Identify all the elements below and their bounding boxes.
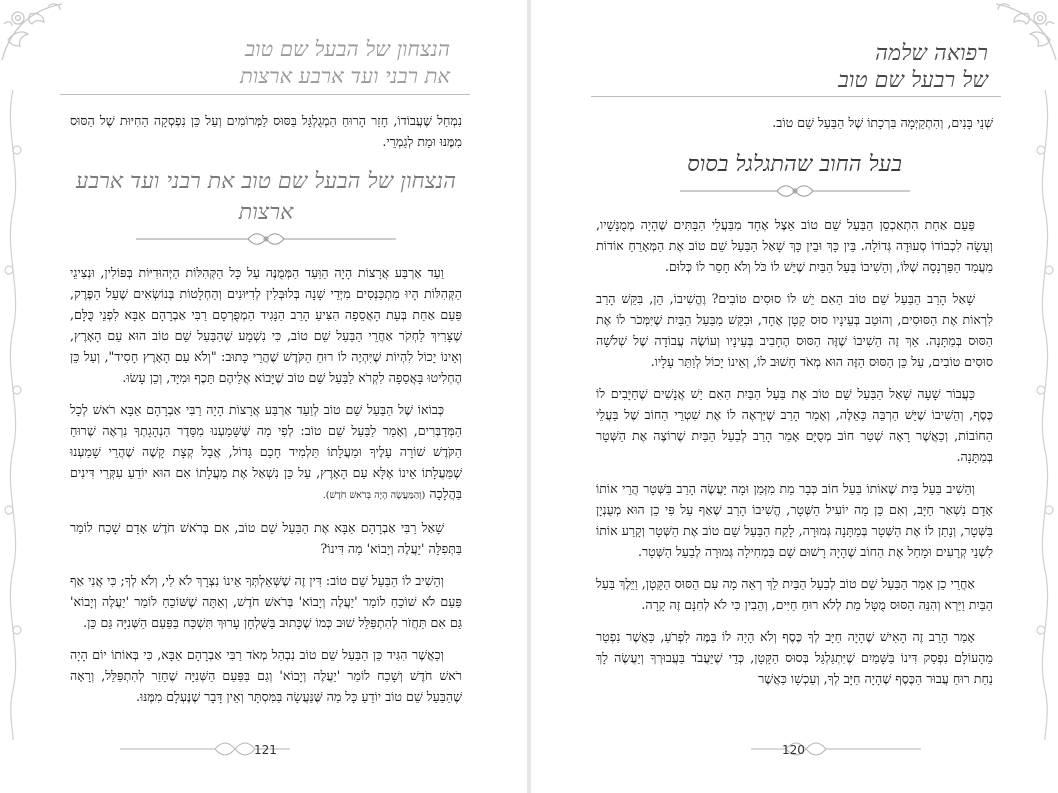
running-head-line: את רבני ועד ארבע ארצות bbox=[240, 64, 450, 88]
header-rule bbox=[60, 94, 470, 95]
paragraph: פַּעַם אַחַת הִתְאַכְסֵן הַבַּעַל שֵׁם טוֹב אֵצֶל אֶחָד מִבַּעֲלֵי הַבָּתִּים שֶׁהָיָה מְמֻנָּשָׁיו, וְעָשָׂה לִכְבוֹדוֹ סְעוּדָה גְּדוֹלָה. בֵּין כָּךְ וּבֵין כָּךְ שָׁאַל הַבַּעַל שֵׁם טוֹב אֶת הַמְּאָרֵחַ אוֹדוֹת מַעֲמַד הַפַּרְנָסָה שֶׁלּוֹ, וְהֵשִׁיבוֹ בַּעַל הַבַּיִת שֶׁיֵּשׁ לוֹ כֹּל וְלֹא חָסֵר לוֹ כְּלוּם. bbox=[596, 217, 993, 274]
left-page bbox=[0, 0, 527, 793]
running-head-line: הנצחון של הבעל שם טוב bbox=[245, 37, 450, 61]
running-head bbox=[70, 36, 450, 90]
side-vine-ornament bbox=[1034, 90, 1056, 740]
paragraph: וַעַד אַרְבַּע אֲרָצוֹת הָיָה הַוַּעַד הַמְּמֻנֶּה עַל כָּל הַקְּהִלּוֹת הַיְּהוּדִיּוֹת בְּפּוֹלִין, וּנְצִיגֵי הַקְּהִלּוֹת הָיוּ מִתְכַּנְּסִים מִיְּדֵי שָׁנָה בְּלוּבְּלִין לְדִיּוּנִים וְהַחְלָטוֹת בְּנוֹשְׂאִים שֶׁעַל הַפֶּרֶק, פַּעַם אַחַת בְּעֵת הָאֲסֵפָה הִצִּיעַ הָרַב הַנָּגִיד הַמְפֻרְסָם רַבִּי אַבְרָהָם אַבָּא לִפְנֵי כֻּלָּם, שֶׁצָּרִיךְ לַחְקֹר אַחֲרֵי הַבַּעַל שֵׁם טוֹב, כִּי נִשְׁמָע שֶׁהַבַּעַל שֵׁם טוֹב הוּא עַם הָאָרֶץ, וְאֵינוֹ יָכוֹל לִהְיוֹת שֶׁיִּהְיֶה לוֹ רוּחַ הַקֹּדֶשׁ שֶׁהֲרֵי כָּתוּב: "וְלֹא עַם הָאָרֶץ חָסִיד", וְעַל כֵּן הֶחְלִיטוּ בָּאֲסֵפָה לִקְרֹא לַבַּעַל שֵׁם טוֹב שֶׁיָּבוֹא אֲלֵיהֶם תֵּכֶף וּמִיָּד, וְכֵן עָשׂוּ. bbox=[70, 265, 462, 385]
left-page-body bbox=[70, 110, 462, 718]
paragraph: שָׁאַל הָרַב הַבַּעַל שֵׁם טוֹב הַאִם יֵשׁ לוֹ סוּסִים טוֹבִים? וֶהֱשִׁיבוֹ, הֵן, בִּקֵּשׁ הָרַב לִרְאוֹת אֶת הַסּוּסִים, וְהוּטַב בְּעֵינָיו סוּס קָטָן אֶחָד, וּבִקֵּשׁ מִבַּעַל הַבַּיִת שֶׁיִּמְּכֹר לוֹ אֶת הַסּוּס בְּמַתָּנָה. אַךְ זֶה הֵשִׁיבוֹ שֶׁזֶּה הַסּוּס הֶחָבִיב בְּעֵינָיו וְעוֹשֶׂה עֲבוֹדָה שֶׁל שְׁלֹשָׁה סוּסִים טוֹבִים, עַל כֵּן הַסּוּס הַזֶּה הוּא מְאֹד חָשׁוּב לוֹ, וְאֵינוֹ יָכוֹל לְוַתֵּר עָלָיו. bbox=[596, 291, 993, 369]
paragraph: אָמַר הָרַב זֶה הָאִישׁ שֶׁהָיָה חַיָּב לְךָ כֶּסֶף וְלֹא הָיָה לוֹ בַּמֶּה לִפְרֹעַ, כַּאֲשֶׁר נִפְטַר מֵהָעוֹלָם נִפְסַק דִּינוֹ בַּשָּׁמַיִם שֶׁיִּתְגַּלְגֵּל בְּסוּס הַקָּטָן, כְּדֵי שֶׁיַּעֲבֹד בַּעֲבוּרְךָ וְיַעֲשֶׂה לָךְ נַחַת רוּחַ עֲבוּר הַכֶּסֶף שֶׁהָיָה חַיָּב לְךָ, וְעַכְשָׁו כַּאֲשֶׁר bbox=[596, 629, 993, 686]
section-title: בעל החוב שהתגלגל בסוס bbox=[687, 152, 902, 177]
right-page bbox=[531, 0, 1058, 793]
paragraph-text: כְּבוֹאוֹ שֶׁל הַבַּעַל שֵׁם טוֹב לְוַעַד אַרְבַּע אֲרָצוֹת הָיָה רַבִּי אַבְרָהָם אַבָּא רֹאשׁ לְכָל הַמְּדַבְּרִים, וְאָמַר לַבַּעַל שֵׁם טוֹב: לְפִי מַה שֶּׁשָּׁמַעְנוּ מִסֵּדֶר הַנְהָגָתְךָ נִרְאֶה שֶׁרוּחַ הַקֹּדֶשׁ שׁוֹרָה עָלֶיךָ וּמַעֲלָתוֹ תַּלְמִיד חָכָם גָּדוֹל, אֲבָל קְצָת קָשֶׁה שֶׁהֲרֵי שָׁמַעְנוּ שֶׁמַּעֲלָתוֹ אֵינוֹ אֶלָּא עַם הָאָרֶץ, עַל כֵּן נִשְׁאַל אֶת מַעֲלָתוֹ אִם הוּא יוֹדֵעַ עִקְּרֵי דִּינִים בַּהֲלָכָה bbox=[70, 402, 462, 501]
paragraph: וְהֵשִׁיב לוֹ הַבַּעַל שֵׁם טוֹב: דִּין זֶה שֶׁשְּׁאֵלְתְּךָ אֵינוֹ נִצְרָךְ לֹא לִי, וְלֹא לְךָ; כִּי אֲנִי אַף פַּעַם לֹא שׁוֹכֵחַ לוֹמַר 'יַעֲלֶה וְיָבוֹא' בְּרֹאשׁ חֹדֶשׁ, וְאַתָּה שֶׁשּׁוֹכֵחַ לוֹמַר 'יַעֲלֶה וְיָבוֹא' גַּם אִם תַּחֲזֹר לְהִתְפַּלֵּל שׁוּב כְּמוֹ שֶׁכָּתוּב בַּשֻּׁלְחָן עָרוּךְ תִּשְׁכַּח בַּפַּעַם הַשְּׁנִיָּה גַּם כֵּן. bbox=[69, 573, 462, 630]
paragraph bbox=[70, 399, 462, 506]
side-vine-ornament bbox=[2, 90, 24, 740]
page-number: 121 bbox=[254, 743, 277, 757]
title-divider-ornament bbox=[596, 184, 993, 198]
running-head-line: של רבעל שם טוב bbox=[838, 68, 988, 93]
footer-ornament bbox=[120, 741, 350, 757]
section-title: הנצחון של הבעל שם טוב את רבני ועד ארבע ארצות bbox=[75, 169, 457, 225]
running-head-line: רפואה שלמה bbox=[875, 41, 988, 66]
page-number: 120 bbox=[782, 743, 805, 757]
paragraph: וְכַאֲשֶׁר הִגִּיד כֵּן הַבַּעַל שֵׁם טוֹב נִבְהַל מְאֹד רַבִּי אַבְרָהָם אַבָּא, כִּי בְּאוֹתוֹ יוֹם הָיָה רֹאשׁ חֹדֶשׁ וְשָׁכַח לוֹמַר 'יַעֲלֶה וְיָבוֹא' וְגַם בַּפַּעַם הַשְּׁנִיָּה שֶׁחָזַר לְהִתְפַּלֵּל, וְרָאָה שֶׁהַבַּעַל שֵׁם טוֹב יוֹדֵעַ כָּל מַה שֶּׁנַּעֲשָׂה בַּמִּסְתָּר וְאֵין דָּבָר שֶׁנֶּעְלָם מִמֶּנּוּ. bbox=[70, 647, 462, 704]
title-divider-ornament bbox=[70, 232, 462, 246]
small-note: (וְהַמַּעֲשֶׂה הָיָה בְּרֹאשׁ חֹדֶשׁ). bbox=[322, 490, 426, 501]
corner-flourish-ornament bbox=[0, 0, 70, 70]
opening-paragraph: נִמְחַל שֶׁעֲבוֹדוֹ, חָזַר הָרוּחַ הַמְגֻלְגָּל בַּסּוּס לַמְּרוֹמִים וְעַל כֵּן נִפְסְקָה הַחִיּוּת שֶׁל הַסּוּס מִמֶּנּוּ וּמֵת לְגַמְרֵי. bbox=[70, 113, 462, 149]
running-head bbox=[748, 40, 988, 94]
header-rule bbox=[591, 96, 1001, 97]
paragraph: אַחֲרֵי כֵן אָמַר הַבַּעַל שֵׁם טוֹב לְבַעַל הַבַּיִת לֵךְ רְאֵה מָה עִם הַסּוּס הַקָּטָן, וַיֵּלֶךְ בַּעַל הַבַּיִת וַיַּרְא וְהִנֵּה הַסּוּס מֻטָּל מֵת לְלֹא רוּחַ חַיִּים, וְהֵבִין כִּי לֹא לְחִנָּם זֶה קָרָה. bbox=[596, 576, 993, 612]
paragraph: וְהֵשִׁיב בַּעַל בַּיִת שֶׁאוֹתוֹ בַּעַל חוֹב כְּבָר מֵת מִזְּמַן וּמָה יַּעֲשֶׂה הָרַב בַּשְּׁטָר הֲרֵי אוֹתוֹ אָדָם נִשְׁאַר חַיָּב, וְאִם כֵּן מָה יוֹעִיל הַשְּׁטָר, הֱשִׁיבוֹ הָרַב שֶׁאַף עַל פִּי כֵן הוּא מְעֻנְיָן בַּשְּׁטָר, וְנָתַן לוֹ אֶת הַשְּׁטָר בְּמַתָּנָה גְּמוּרָה, לָקַח הַבַּעַל שֵׁם טוֹב אֶת הַשְּׁטָר וְקָרַע אוֹתוֹ לִשְׁנֵי קְרָעִים וּמָחַל אֶת הַחוֹב שֶׁהָיָה רָשׁוּם שָׁם בִּמְחִילָה גְּמוּרָה לְבַעַל הַשְּׁטָר. bbox=[596, 481, 993, 559]
corner-flourish-ornament bbox=[988, 0, 1058, 70]
right-page-body bbox=[596, 112, 993, 700]
paragraph: כַּעֲבוֹר שָׁעָה שָׁאַל הַבַּעַל שֵׁם טוֹב אֶת בַּעַל הַבַּיִת הַאִם יֵשׁ אֲנָשִׁים שֶׁחַיָּבִים לוֹ כֶּסֶף, וְהֵשִׁיבוֹ שֶׁיֵּשׁ הַרְבֵּה כָּאֵלֶּה, וְאָמַר הָרַב שֶׁיַּרְאֶה לוֹ אֶת שִׁטְרֵי הַחוֹב שֶׁל בַּעֲלֵי הַחוֹבוֹת, וְכַאֲשֶׁר רָאָה שְׁטַר חוֹב מְסֻיָּם אָמַר הָרַב לְבַעַל הַבַּיִת שֶׁרוֹצֶה אֶת הַשְּׁטָר בְּמַתָּנָה. bbox=[596, 386, 993, 464]
paragraph: שָׁאַל רַבִּי אַבְרָהָם אַבָּא אֶת הַבַּעַל שֵׁם טוֹב, אִם בְּרֹאשׁ חֹדֶשׁ אָדָם שָׁכַח לוֹמַר בַּתְּפִלָּה 'יַעֲלֶה וְיָבוֹא' מַה דִּינוֹ? bbox=[70, 520, 462, 556]
footer-ornament bbox=[691, 741, 921, 757]
opening-paragraph: שְׁנֵי בָּנִים, וְהִתְקַיְּמָה בִּרְכָתוֹ שֶׁל הַבַּעַל שֵׁם טוֹב. bbox=[772, 115, 993, 130]
